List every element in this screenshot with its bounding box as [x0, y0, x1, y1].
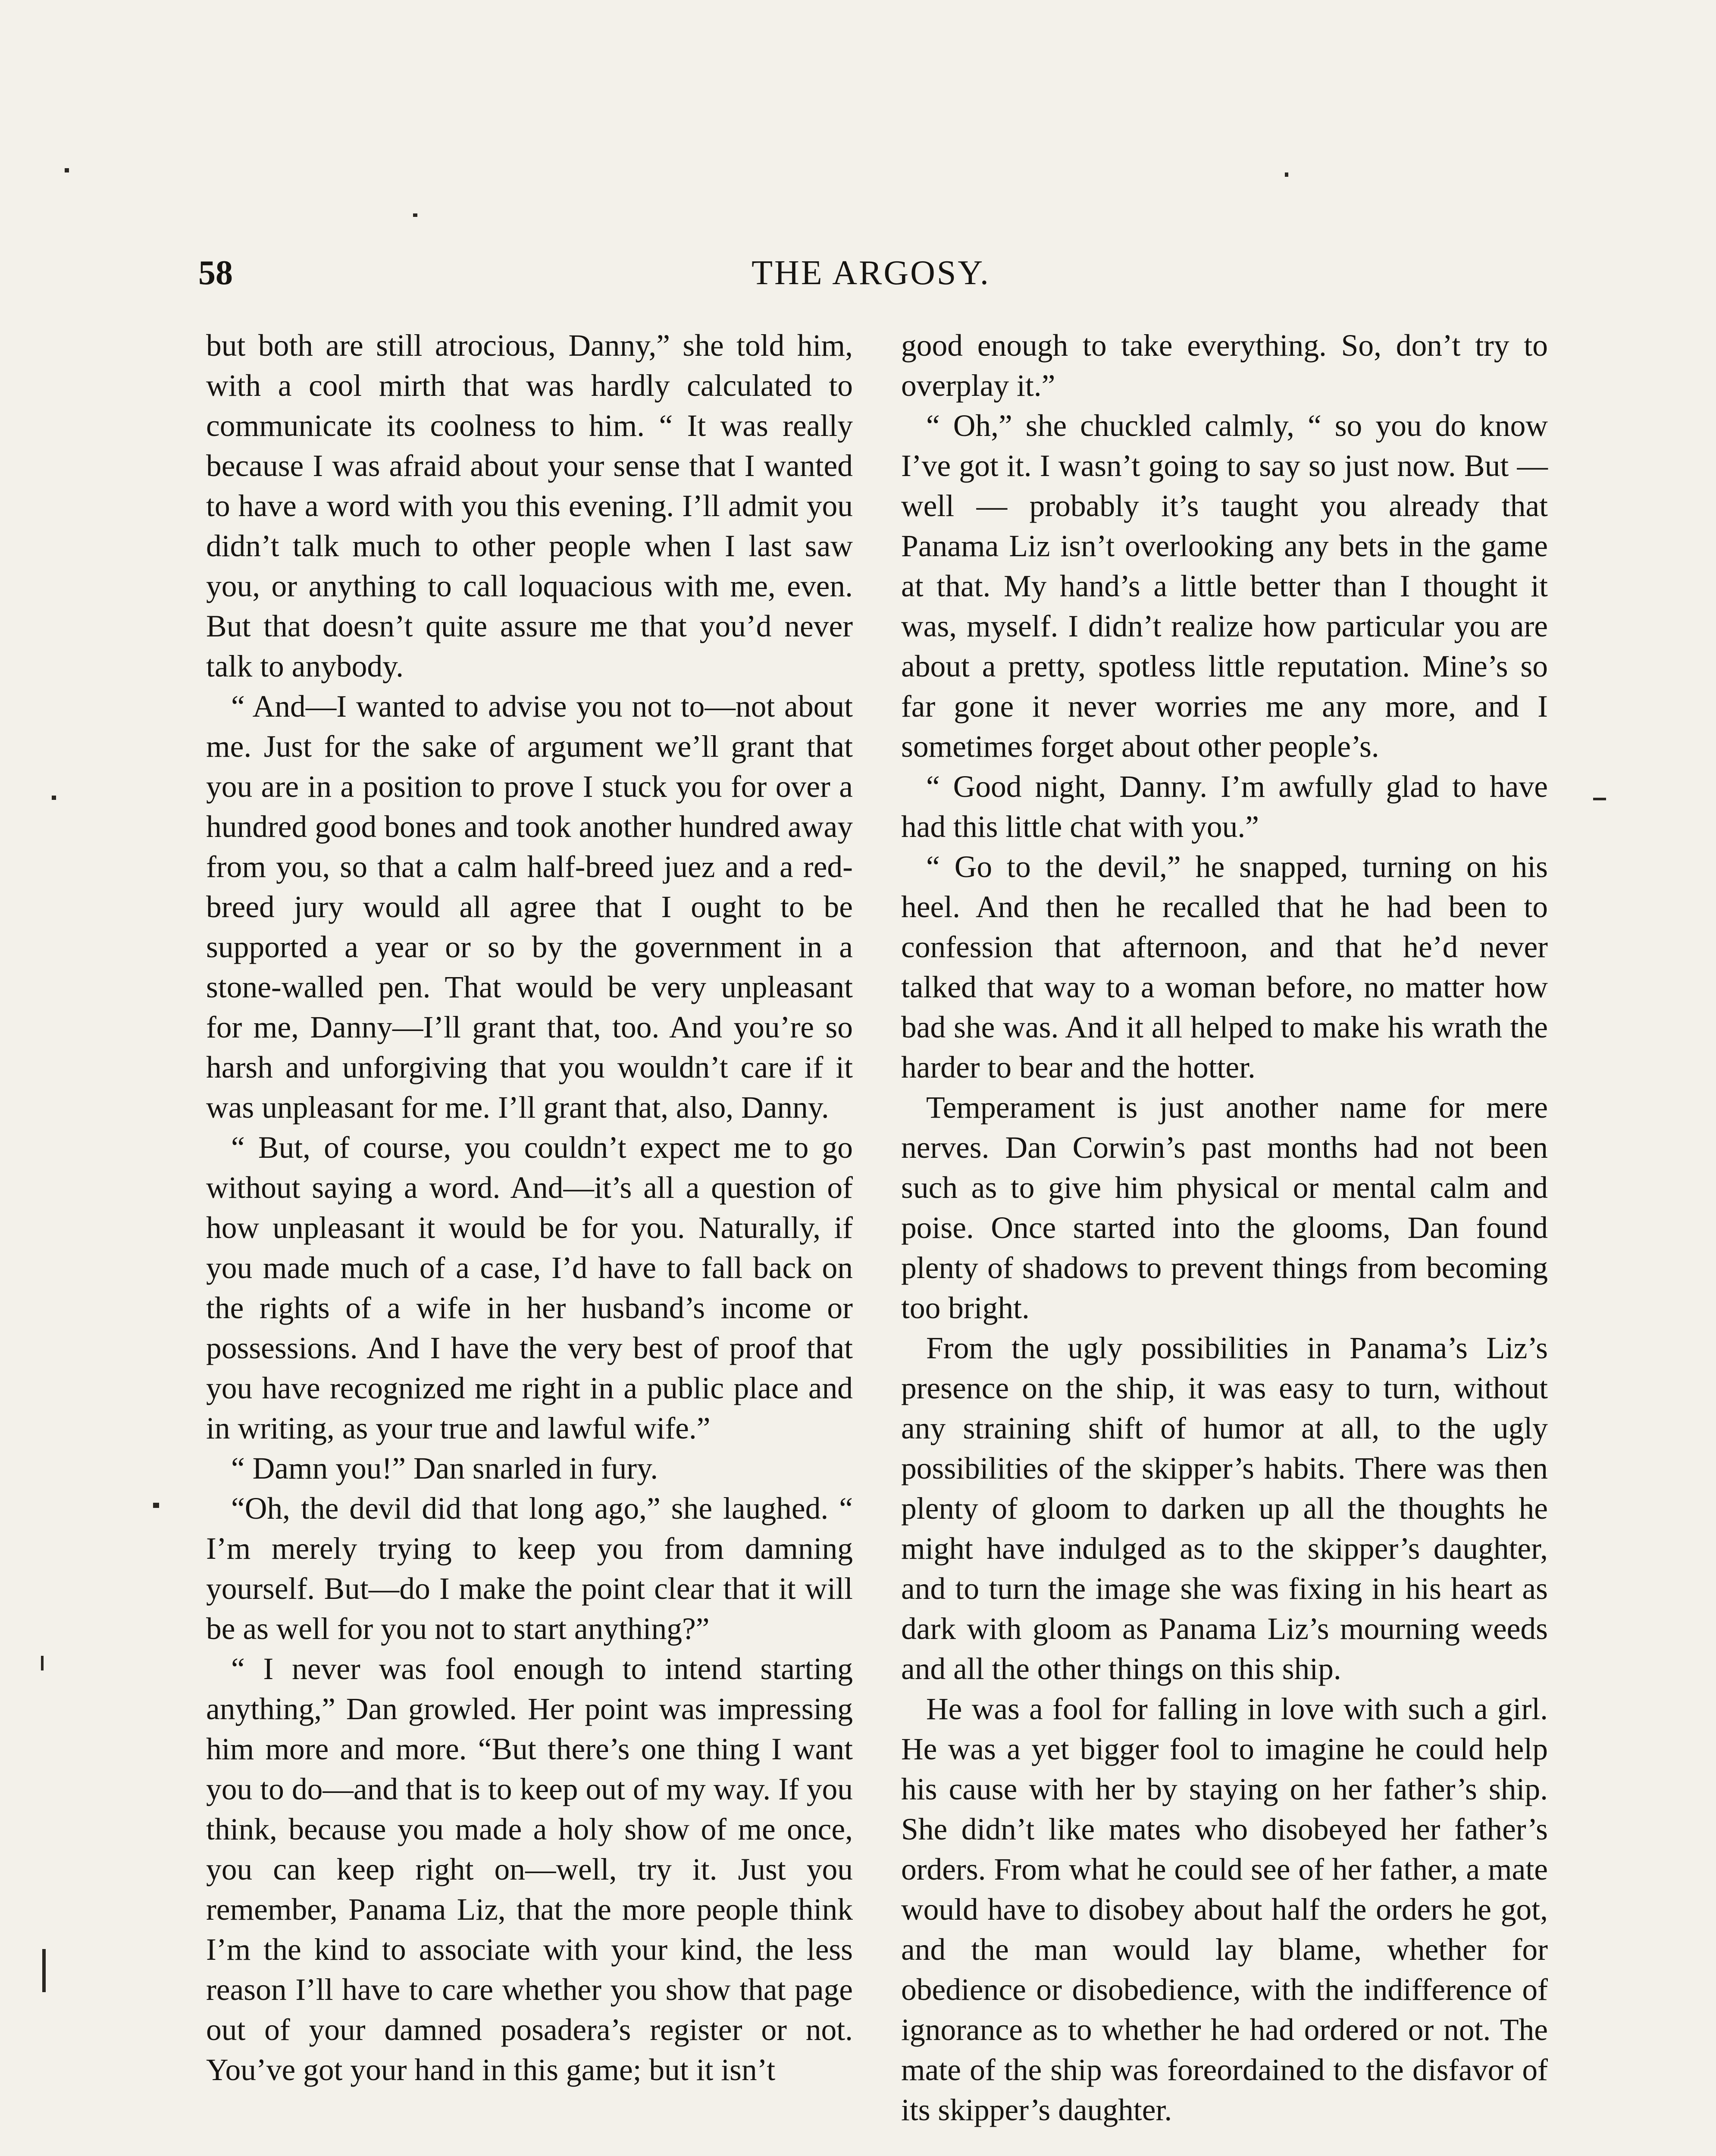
paragraph: “ Good night, Danny. I’m awfully glad to have had this little chat with you.”: [901, 770, 1548, 844]
paragraph: “ But, of course, you couldn’t expect me to go without saying a word. And—it’s all a question of how unpleasant it would be for you. Naturally, if you made much of a case, I’d have to fall back on the rights of a wife in her husband’s income or possessions. And I have the very best of proof that you have recognized me right in a public place and in writing, as your true and lawful wife.”: [206, 1131, 853, 1445]
running-title: THE ARGOSY.: [752, 254, 990, 292]
paragraph: “ Oh,” she chuckled calmly, “ so you do know I’ve got it. I wasn’t going to say so just now. But — well — probably it’s taught you already that Panama Liz isn’t overlooking any bets in the game at that. My hand’s a little better than I thought it was, myself. I didn’t realize how particular you are about a pretty, spotless little reputation. Mine’s so far gone it never worries me any more, and I sometimes forget about other people’s.: [901, 409, 1548, 764]
scan-speck: [42, 1949, 46, 1992]
paragraph: “ I never was fool enough to intend starting anything,” Dan growled. Her point was impressing him more and more. “But there’s one thing I want you to do—and that is to keep out of my way. If you think, because you made a holy show of me once, you can keep right on—well, try it. Just you remember, Panama Liz, that the more people think I’m the kind to associate with your kind, the less reason I’ll have to care whether you show that page out of your damned posadera’s register or not. You’ve got your hand in this game; but it isn’t: [206, 1652, 853, 2087]
scan-speck: [413, 213, 417, 217]
page-header: [198, 254, 1544, 301]
scan-speck: [65, 168, 69, 172]
paragraph: Temperament is just another name for mere nerves. Dan Corwin’s past months had not been such as to give him physical or mental calm and poise. Once started into the glooms, Dan found plenty of shadows to prevent things from becoming too bright.: [901, 1091, 1548, 1325]
text-column-left: [206, 326, 853, 2090]
paragraph: “Oh, the devil did that long ago,” she laughed. “ I’m merely trying to keep you from damning yourself. But—do I make the point clear that it will be as well for you not to start anything?”: [206, 1492, 853, 1646]
paragraph: “ Go to the devil,” he snapped, turning on his heel. And then he recalled that he had been to confession that afternoon, and that he’d never talked that way to a woman before, no matter how bad she was. And it all helped to make his wrath the harder to bear and the hotter.: [901, 850, 1548, 1084]
text-column-right: [901, 326, 1548, 2130]
scan-speck: [153, 1503, 159, 1508]
scan-speck: [1285, 172, 1288, 177]
paragraph: He was a fool for falling in love with such a girl. He was a yet bigger fool to imagine he could help his cause with her by staying on her father’s ship. She didn’t like mates who disobeyed her father’s orders. From what he could see of her father, a mate would have to disobey about half the orders he got, and the man would lay blame, whether for obedience or disobedience, with the indifference of ignorance as to whether he had ordered or not. The mate of the ship was foreordained to the disfavor of its skipper’s daughter.: [901, 1692, 1548, 2127]
paragraph: From the ugly possibilities in Panama’s Liz’s presence on the ship, it was easy to turn, without any straining shift of humor at all, to the ugly possibilities of the skipper’s habits. There was then plenty of gloom to darken up all the thoughts he might have indulged as to the skipper’s daughter, and to turn the image she was fixing in his heart as dark with gloom as Panama Liz’s mourning weeds and all the other things on this ship.: [901, 1331, 1548, 1686]
scan-speck: [1593, 798, 1606, 800]
paragraph: “ And—I wanted to advise you not to—not about me. Just for the sake of argument we’ll grant that you are in a position to prove I stuck you for over a hundred good bones and took another hundred away from you, so that a calm half-breed juez and a red-breed jury would all agree that I ought to be supported a year or so by the government in a stone-walled pen. That would be very unpleasant for me, Danny—I’ll grant that, too. And you’re so harsh and unforgiving that you wouldn’t care if it was unpleasant for me. I’ll grant that, also, Danny.: [206, 689, 853, 1125]
page-number: 58: [198, 254, 233, 292]
paragraph: good enough to take everything. So, don’t try to overplay it.”: [901, 329, 1548, 403]
scan-speck: [52, 796, 56, 800]
paragraph: “ Damn you!” Dan snarled in fury.: [231, 1451, 658, 1485]
paragraph: but both are still atrocious, Danny,” she told him, with a cool mirth that was hardly calculated to communicate its coolness to him. “ It was really because I was afraid about your sense that I wanted to have a word with you this evening. I’ll admit you didn’t talk much to other people when I last saw you, or anything to call loquacious with me, even. But that doesn’t quite assure me that you’d never talk to anybody.: [206, 329, 853, 683]
scan-speck: [41, 1656, 44, 1670]
